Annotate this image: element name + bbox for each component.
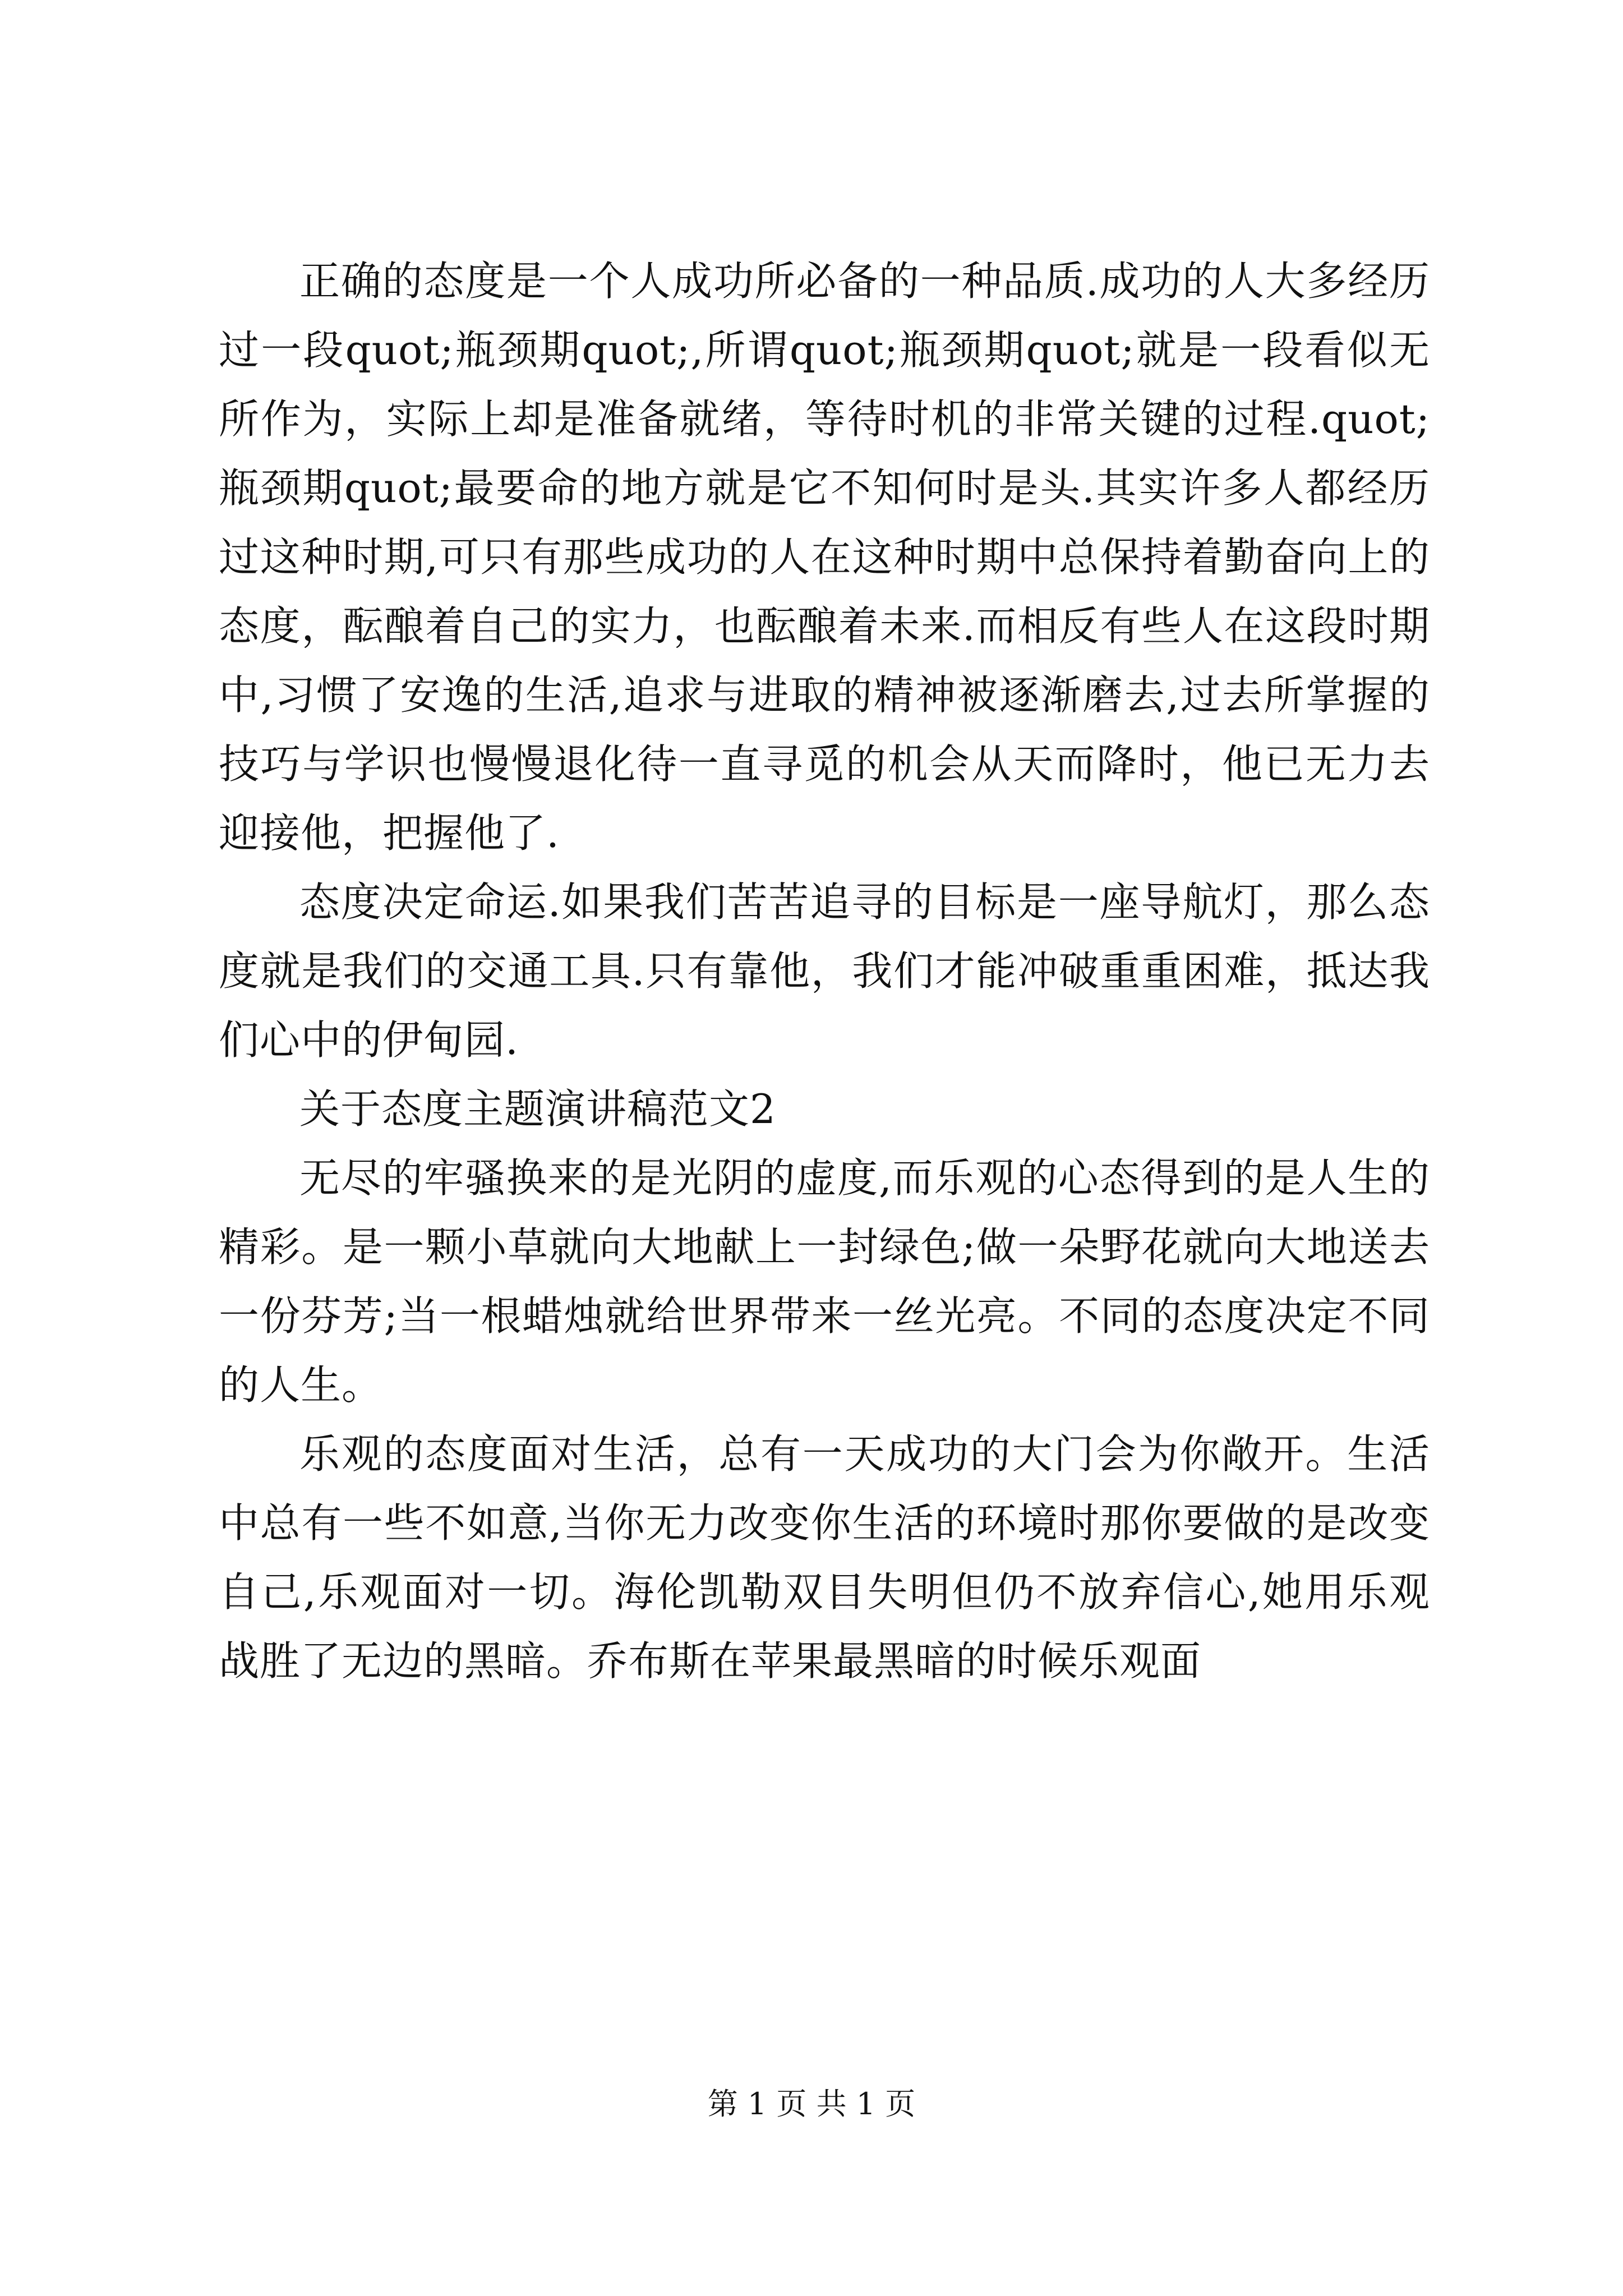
paragraph-4: 乐观的态度面对生活，总有一天成功的大门会为你敞开。生活中总有一些不如意,当你无力改变你生活的环境时那你要做的是改变自己,乐观面对一切。海伦凯勒双目失明但仍不放弃信心,她用乐观战胜了无边的黑暗。乔布斯在苹果最黑暗的时候乐观面 [219,1430,1430,1685]
document-body [219,247,1430,1696]
paragraph-2: 态度决定命运.如果我们苦苦追寻的目标是一座导航灯，那么态度就是我们的交通工具.只有靠他，我们才能冲破重重困难，抵达我们心中的伊甸园. [219,878,1430,1064]
section-heading: 关于态度主题演讲稿范文2 [299,1085,776,1133]
paragraph-3: 无尽的牢骚换来的是光阴的虚度,而乐观的心态得到的是人生的精彩。是一颗小草就向大地献上一封绿色;做一朵野花就向大地送去一份芬芳;当一根蜡烛就给世界带来一丝光亮。不同的态度决定不同的人生。 [219,1154,1430,1409]
paragraph-1: 正确的态度是一个人成功所必备的一种品质.成功的人大多经历过一段quot;瓶颈期quot;,所谓quot;瓶颈期quot;就是一段看似无所作为，实际上却是准备就绪，等待时机的非常关键的过程.quot;瓶颈期quot;最要命的地方就是它不知何时是头.其实许多人都经历过这种时期,可只有那些成功的人在这种时期中总保持着勤奋向上的态度，酝酿着自己的实力，也酝酿着未来.而相反有些人在这段时期中,习惯了安逸的生活,追求与进取的精神被逐渐磨去,过去所掌握的技巧与学识也慢慢退化待一直寻觅的机会从天而降时，他已无力去迎接他，把握他了. [219,257,1430,857]
page-footer: 第 1 页 共 1 页 [707,2086,916,2122]
